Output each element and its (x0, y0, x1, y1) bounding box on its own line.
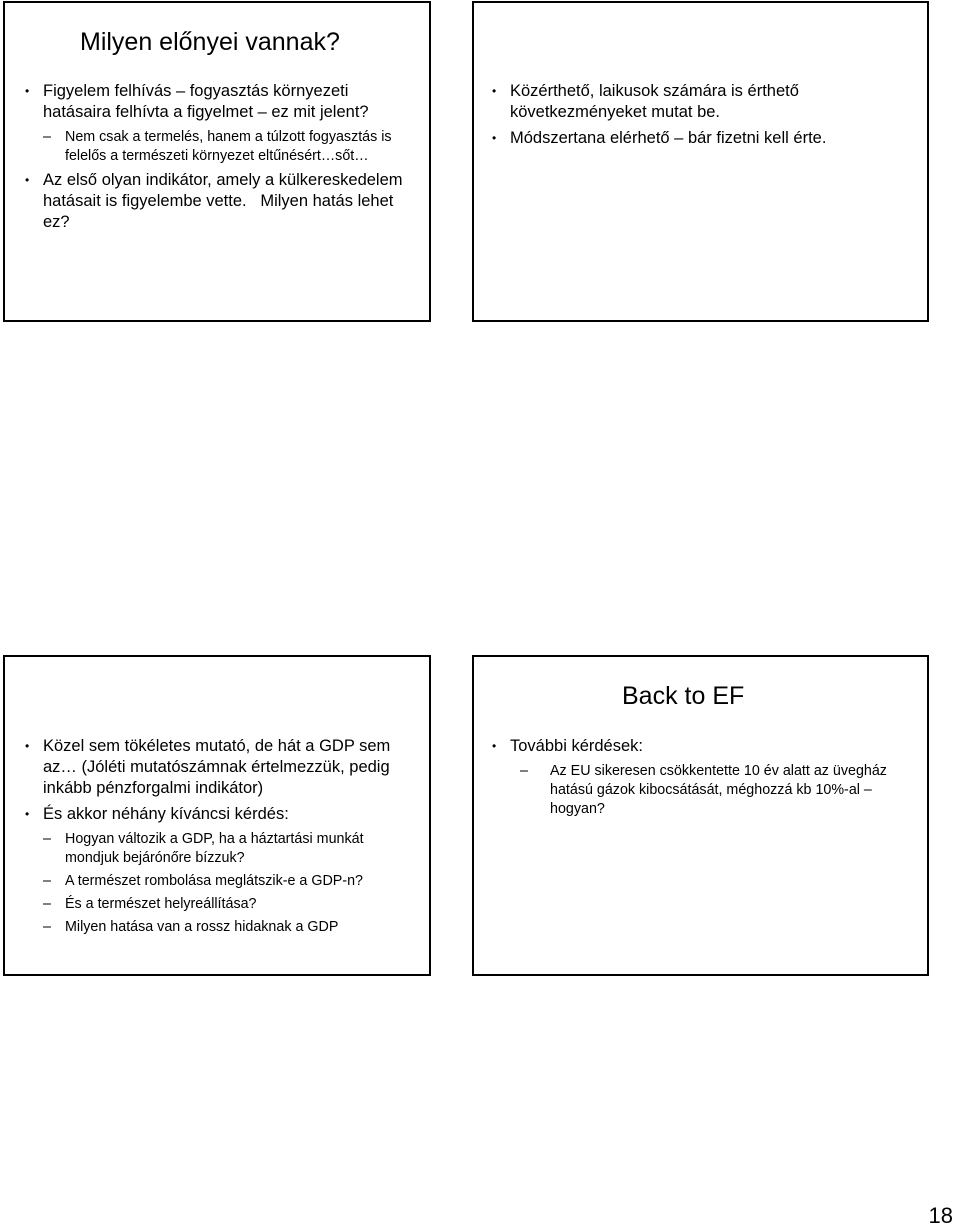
dash-icon: – (43, 896, 51, 912)
bullet-icon: • (492, 131, 497, 145)
slide-2 (472, 1, 929, 322)
bullet-item (492, 128, 902, 149)
slide-body (492, 81, 902, 154)
dash-icon: – (43, 831, 51, 847)
sub-bullet-text: A természet rombolása meglátszik-e a GDP-n? (65, 873, 363, 889)
bullet-icon: • (492, 739, 497, 753)
bullet-item (25, 81, 420, 123)
bullet-icon: • (25, 84, 30, 98)
bullet-item (492, 81, 902, 123)
slide-4 (472, 655, 929, 976)
sub-bullet-item (25, 895, 420, 914)
slide-3 (3, 655, 431, 976)
page-number: 18 (928, 1203, 953, 1228)
bullet-text: Közel sem tökéletes mutató, de hát a GDP sem az… (Jóléti mutatószámnak értelmezzük, pedig inkább pénzforgalmi indikátor) (43, 737, 391, 797)
bullet-item (492, 736, 912, 757)
sub-bullet-item (25, 872, 420, 891)
slide-body (25, 736, 420, 941)
bullet-item (25, 170, 420, 233)
bullet-text: Az első olyan indikátor, amely a külkereskedelem hatásait is figyelembe vette. Milyen hatás lehet ez? (43, 171, 408, 231)
dash-icon: – (43, 873, 51, 889)
slide-body (25, 81, 420, 238)
bullet-item (25, 804, 420, 825)
sub-bullet-item (25, 128, 420, 166)
sub-bullet-text: Hogyan változik a GDP, ha a háztartási munkát mondjuk bejárónőre bízzuk? (65, 831, 364, 866)
bullet-text: Közérthető, laikusok számára is érthető következményeket mutat be. (510, 82, 799, 121)
slide-title: Milyen előnyei vannak? (80, 28, 340, 56)
bullet-icon: • (492, 84, 497, 98)
dash-icon: – (43, 919, 51, 935)
slide-body (492, 736, 912, 823)
bullet-text: Figyelem felhívás – fogyasztás környezeti hatásaira felhívta a figyelmet – ez mit jelent? (43, 82, 369, 121)
sub-bullet-text: Milyen hatása van a rossz hidaknak a GDP (65, 919, 339, 935)
sub-bullet-item (492, 762, 912, 819)
bullet-icon: • (25, 807, 30, 821)
bullet-icon: • (25, 173, 30, 187)
dash-icon: – (43, 129, 51, 145)
bullet-text: És akkor néhány kíváncsi kérdés: (43, 805, 289, 823)
sub-bullet-item (25, 830, 420, 868)
sub-bullet-text: Nem csak a termelés, hanem a túlzott fogyasztás is felelős a természeti környezet eltűnésért…sőt… (65, 129, 392, 164)
sub-bullet-item (25, 918, 420, 937)
bullet-item (25, 736, 420, 799)
slide-1 (3, 1, 431, 322)
dash-icon: – (520, 763, 528, 779)
slide-title: Back to EF (622, 682, 745, 710)
sub-bullet-text: És a természet helyreállítása? (65, 896, 257, 912)
bullet-icon: • (25, 739, 30, 753)
sub-bullet-text: Az EU sikeresen csökkentette 10 év alatt az üvegház hatású gázok kibocsátását, méghozzá kb 10%-al – hogyan? (550, 763, 887, 817)
bullet-text: További kérdések: (510, 737, 643, 755)
bullet-text: Módszertana elérhető – bár fizetni kell érte. (510, 129, 827, 147)
